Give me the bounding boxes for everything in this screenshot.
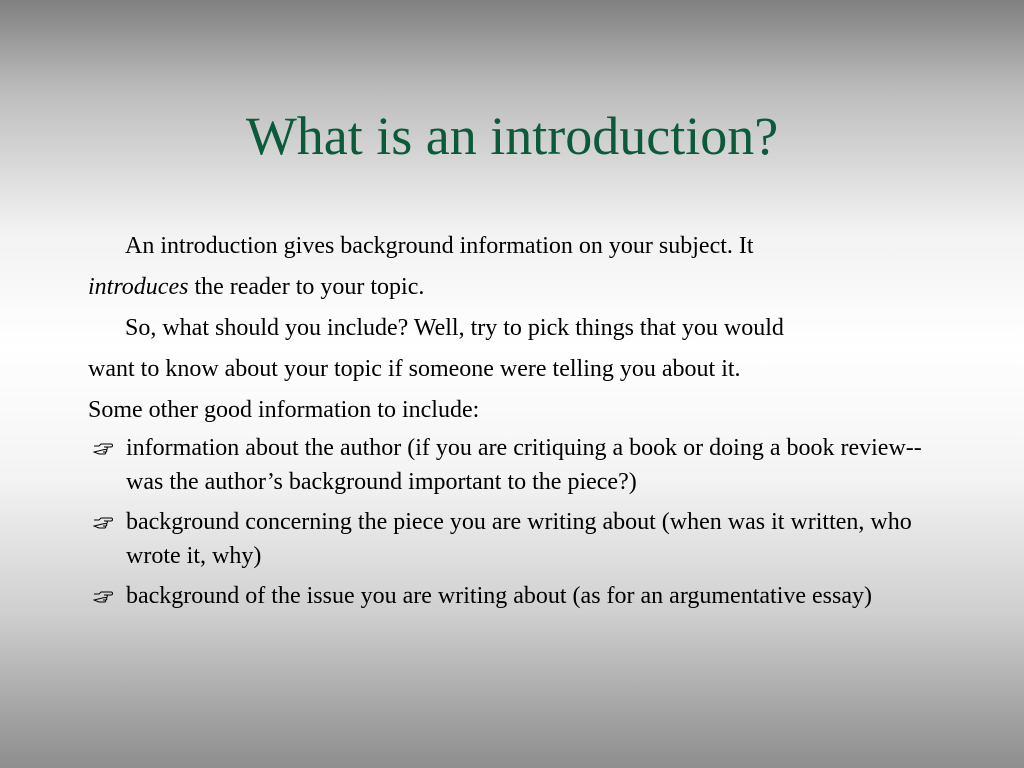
bullet-item-author [88, 431, 948, 499]
pointing-hand-icon [92, 505, 114, 539]
bullet-list [88, 431, 948, 613]
paragraph-intro-text: An introduction gives background information on your subject. It [125, 233, 754, 259]
pointing-hand-icon [92, 431, 114, 465]
paragraph-other-info: Some other good information to include: [88, 397, 480, 423]
slide-body [88, 226, 948, 613]
pointing-hand-icon [92, 579, 114, 613]
paragraph-include-line1: So, what should you include? Well, try to pick things that you would [125, 315, 784, 341]
slide-title: What is an introduction? [245, 106, 779, 166]
bullet-item-piece-text: background concerning the piece you are writing about (when was it written, who wrote it, why) [126, 509, 912, 569]
paragraph-intro-end: the reader to your topic. [188, 274, 425, 300]
paragraph-include-line2: want to know about your topic if someone were telling you about it. [88, 356, 741, 382]
bullet-item-author-text: information about the author (if you are critiquing a book or doing a book review--was the author’s background important to the piece?) [126, 435, 922, 495]
bullet-item-issue [88, 579, 948, 613]
bullet-item-issue-text: background of the issue you are writing about (as for an argumentative essay) [126, 583, 872, 609]
paragraph-intro [88, 226, 948, 308]
bullet-item-piece [88, 505, 948, 573]
paragraph-include [88, 308, 948, 390]
paragraph-intro-italic: introduces [88, 274, 189, 300]
